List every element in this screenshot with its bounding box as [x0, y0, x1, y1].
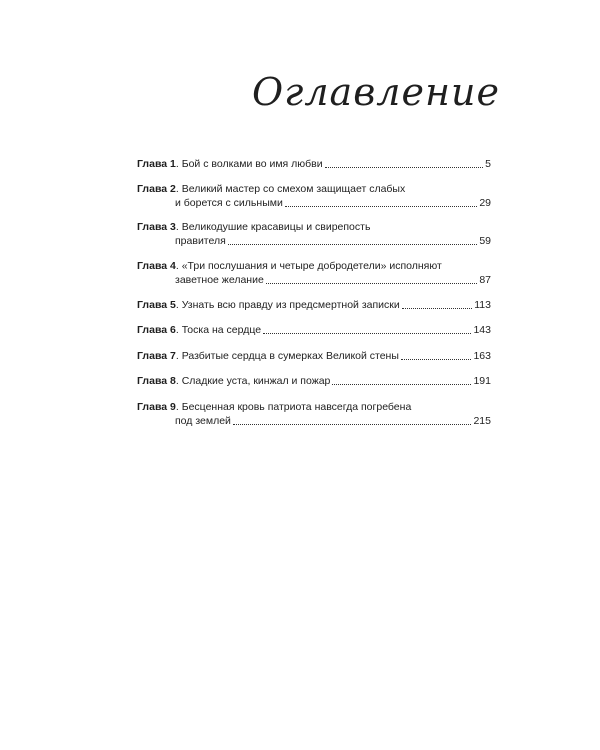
toc-entry[interactable]: Глава 5. Узнать всю правду из предсмертной записки 113 — [137, 299, 491, 311]
dot-leader — [325, 167, 484, 168]
chapter-label: Глава 3 — [137, 221, 176, 233]
dot-leader — [233, 424, 472, 425]
chapter-label: Глава 2 — [137, 183, 176, 195]
toc-entry[interactable]: Глава 9. Бесценная кровь патриота навсегда погребена под землей 215 — [137, 401, 491, 427]
page-number: 163 — [473, 350, 491, 362]
page-number: 191 — [473, 375, 491, 387]
dot-leader — [263, 333, 471, 334]
dot-leader — [285, 206, 477, 207]
page-number: 87 — [479, 274, 491, 286]
chapter-title: «Три послушания и четыре добродетели» исполняют — [181, 260, 442, 272]
toc-entry[interactable]: Глава 4. «Три послушания и четыре добродетели» исполняют заветное желание 87 — [137, 260, 491, 286]
toc-entry[interactable]: Глава 6. Тоска на сердце 143 — [137, 324, 491, 336]
chapter-title: Тоска на сердце — [181, 324, 262, 336]
page-number: 215 — [473, 415, 491, 427]
toc-entry[interactable]: Глава 1. Бой с волками во имя любви 5 — [137, 158, 491, 170]
chapter-title-continuation: заветное желание — [175, 274, 264, 286]
chapter-title: Узнать всю правду из предсмертной записки — [181, 299, 400, 311]
chapter-title: Бой с волками во имя любви — [181, 158, 323, 170]
toc-entry[interactable]: Глава 7. Разбитые сердца в сумерках Великой стены 163 — [137, 350, 491, 362]
page-number: 143 — [473, 324, 491, 336]
chapter-title: Разбитые сердца в сумерках Великой стены — [181, 350, 399, 362]
chapter-label: Глава 4 — [137, 260, 176, 272]
chapter-title-continuation: и борется с сильными — [175, 197, 283, 209]
chapter-title-continuation: правителя — [175, 235, 226, 247]
dot-leader — [332, 384, 471, 385]
chapter-title: Бесценная кровь патриота навсегда погребена — [181, 401, 412, 413]
chapter-title: Великий мастер со смехом защищает слабых — [181, 183, 406, 195]
page-number: 29 — [479, 197, 491, 209]
toc-entry[interactable]: Глава 8. Сладкие уста, кинжал и пожар 191 — [137, 375, 491, 387]
page-number: 5 — [485, 158, 491, 170]
chapter-label: Глава 7 — [137, 350, 176, 362]
dot-leader — [266, 283, 478, 284]
chapter-title: Сладкие уста, кинжал и пожар — [181, 375, 331, 387]
page-number: 113 — [474, 299, 491, 311]
dot-leader — [402, 308, 473, 309]
chapter-title: Великодушие красавицы и свирепость — [181, 221, 371, 233]
chapter-label: Глава 8 — [137, 375, 176, 387]
chapter-label: Глава 9 — [137, 401, 176, 413]
dot-leader — [228, 244, 478, 245]
page-title: Оглавление — [251, 70, 500, 114]
chapter-title-continuation: под землей — [175, 415, 231, 427]
toc-entry[interactable]: Глава 3. Великодушие красавицы и свирепость правителя 59 — [137, 221, 491, 247]
page-number: 59 — [479, 235, 491, 247]
chapter-label: Глава 1 — [137, 158, 176, 170]
chapter-label: Глава 5 — [137, 299, 176, 311]
dot-leader — [401, 359, 472, 360]
chapter-label: Глава 6 — [137, 324, 176, 336]
toc-entry[interactable]: Глава 2. Великий мастер со смехом защищает слабых и борется с сильными 29 — [137, 183, 491, 209]
